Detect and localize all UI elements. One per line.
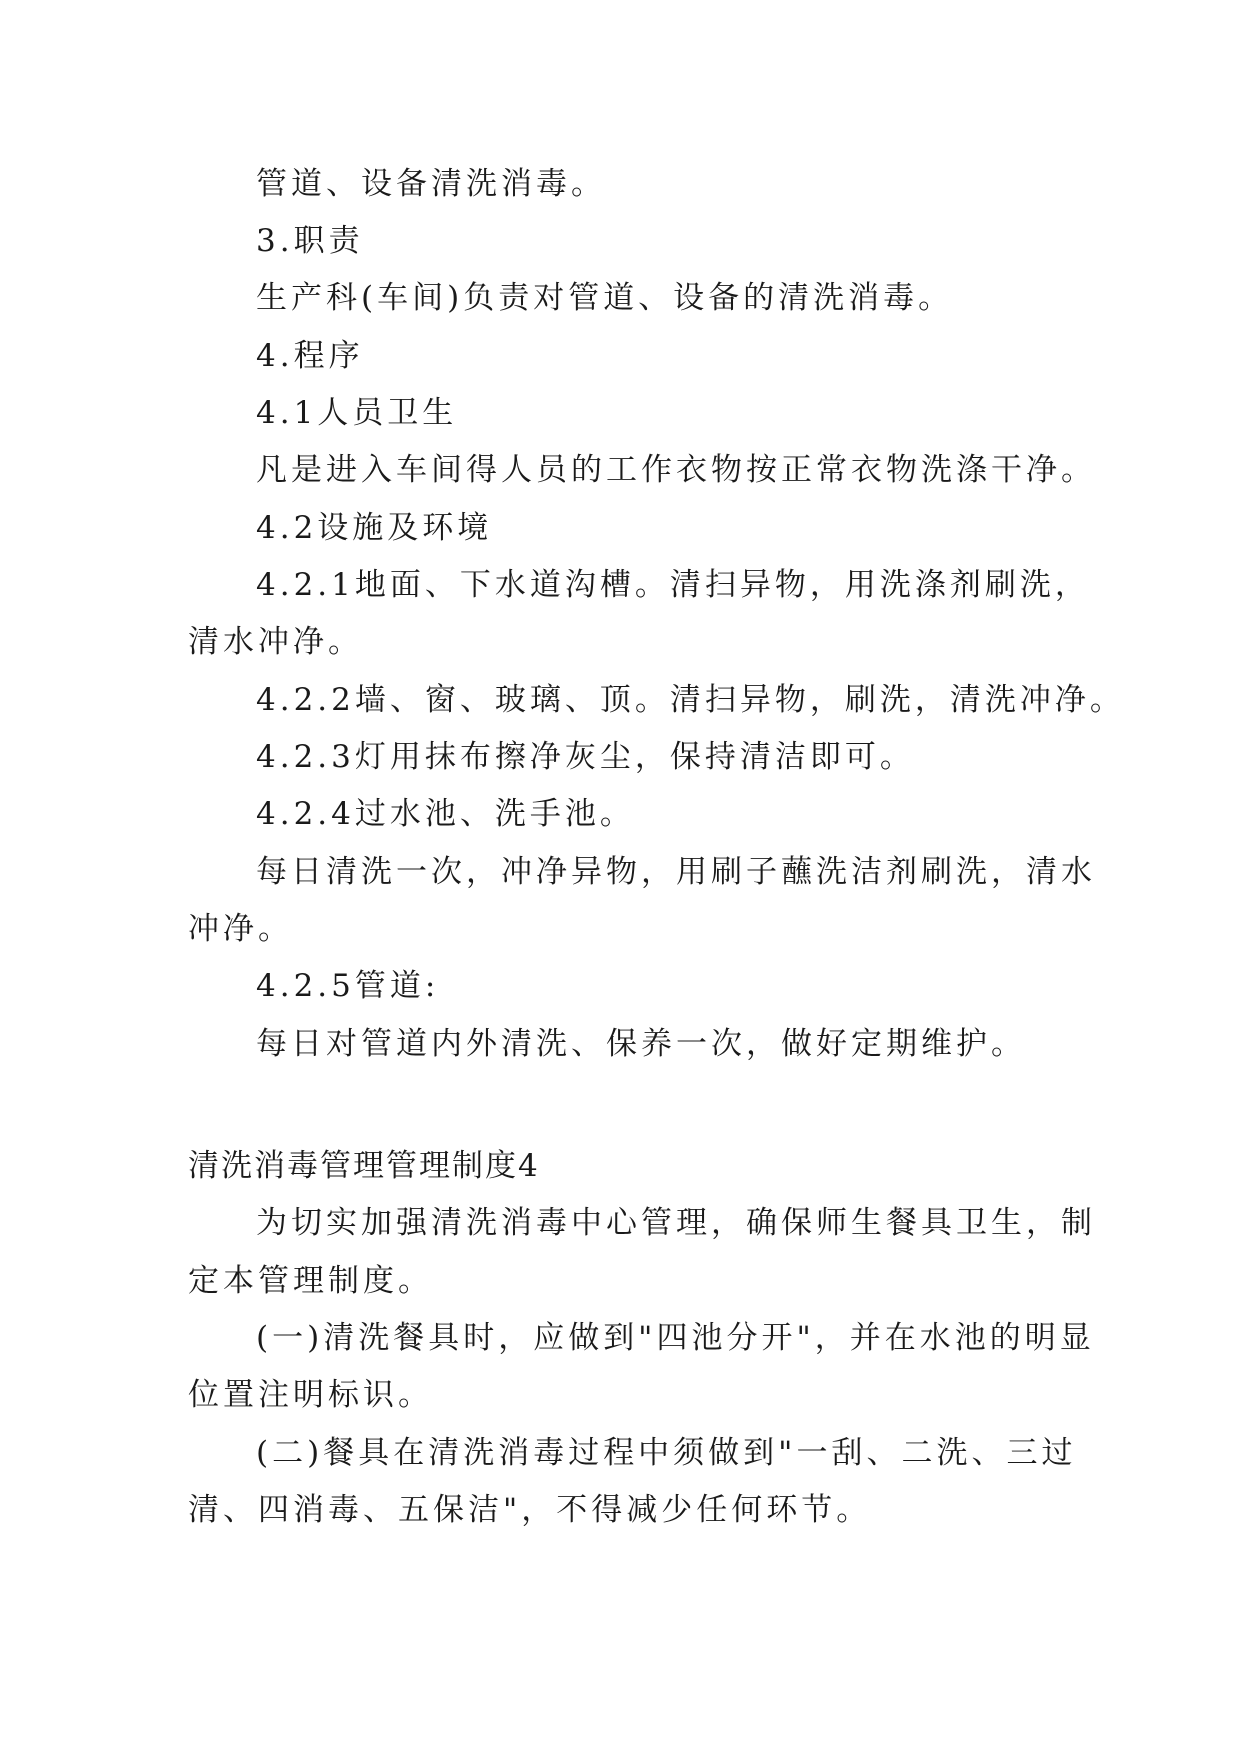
paragraph-line: 4.2.2墙、窗、玻璃、顶。清扫异物，刷洗，清洗冲净。 — [256, 682, 1125, 718]
paragraph-line: 清水冲净。 — [188, 624, 363, 660]
paragraph-line: 为切实加强清洗消毒中心管理，确保师生餐具卫生，制 — [256, 1205, 1096, 1241]
subsection-heading: 4.1人员卫生 — [256, 395, 458, 431]
paragraph-line: 位置注明标识。 — [188, 1377, 433, 1413]
paragraph-line: 管道、设备清洗消毒。 — [256, 166, 606, 202]
paragraph-line: 4.2.1地面、下水道沟槽。清扫异物，用洗涤剂刷洗， — [256, 567, 1090, 603]
paragraph-line: 生产科(车间)负责对管道、设备的清洗消毒。 — [256, 280, 954, 316]
paragraph-line: 4.2.4过水池、洗手池。 — [256, 796, 635, 832]
paragraph-line: (一)清洗餐具时，应做到"四池分开"，并在水池的明显 — [256, 1320, 1095, 1356]
paragraph-line: 4.2.5管道: — [256, 968, 440, 1004]
document-title: 清洗消毒管理管理制度4 — [188, 1148, 540, 1184]
paragraph-line: 4.2.3灯用抹布擦净灰尘，保持清洁即可。 — [256, 739, 915, 775]
section-heading: 3.职责 — [256, 223, 364, 259]
paragraph-line: 凡是进入车间得人员的工作衣物按正常衣物洗涤干净。 — [256, 452, 1096, 488]
paragraph-line: 每日清洗一次，冲净异物，用刷子蘸洗洁剂刷洗，清水 — [256, 854, 1096, 890]
paragraph-line: 每日对管道内外清洗、保养一次，做好定期维护。 — [256, 1026, 1026, 1062]
paragraph-line: 冲净。 — [188, 911, 293, 947]
paragraph-line: 清、四消毒、五保洁"，不得减少任何环节。 — [188, 1492, 872, 1528]
subsection-heading: 4.2设施及环境 — [256, 510, 493, 546]
paragraph-line: (二)餐具在清洗消毒过程中须做到"一刮、二洗、三过 — [256, 1435, 1077, 1471]
paragraph-line: 定本管理制度。 — [188, 1263, 433, 1299]
section-heading: 4.程序 — [256, 338, 364, 374]
